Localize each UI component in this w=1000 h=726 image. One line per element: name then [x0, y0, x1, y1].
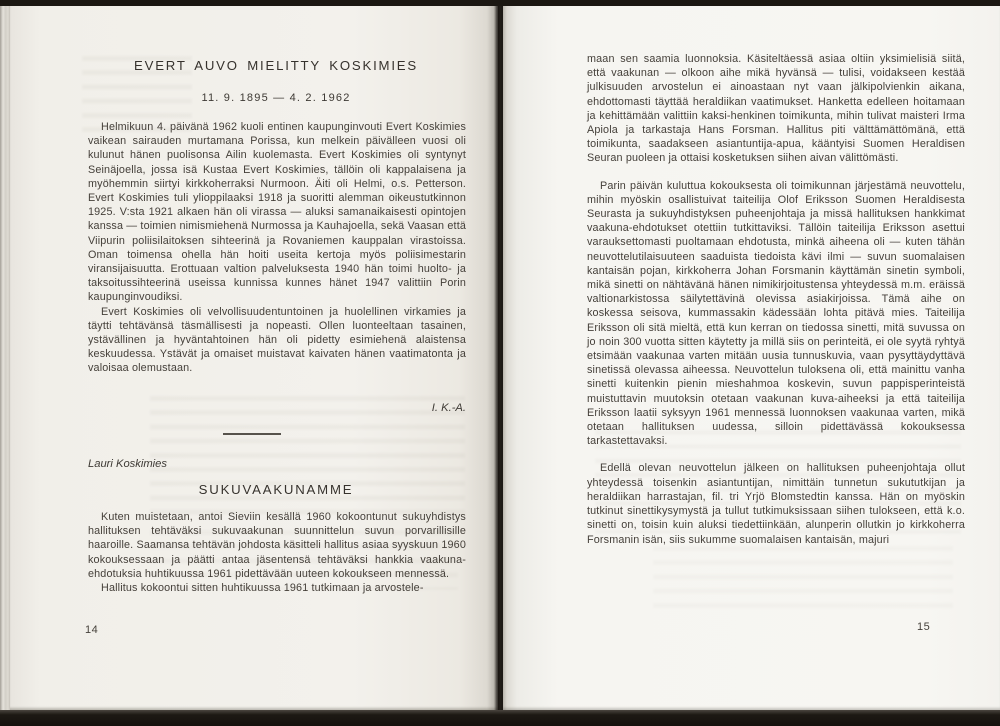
- continued-paragraph: maan sen saamia luonnoksia. Käsiteltäessä asiaa oltiin yksimielisiä siitä, että vaakunan — olkoon aihe mikä hyvänsä — tulisi, voidakseen kestää julkisuuden arvostelun ei ainoastaan nyt vaan jälkipolvienkin aikana, ehdottomasti täyttää heraldiikan vaatimukset. Hanketta edelleen hoitamaan ja kehittämään valittiin kaksi-henkinen toimikunta, mihin tulivat maisteri Irma Apiola ja tarkastaja Hans Forsman. Hallitus piti välttämättömänä, että toimikunta, saadakseen asiantuntija-apua, kääntyisi Suomen Heraldisen Seuran puoleen ja ottaisi kosketuksen siihen aivan välittömästi.: [587, 53, 965, 165]
- page-number-left: 14: [85, 624, 99, 636]
- memorial-dates: 11. 9. 1895 — 4. 2. 1962: [201, 92, 351, 104]
- right-page-body: [587, 52, 965, 547]
- page-edge-stack: [0, 6, 10, 710]
- memorial-paragraph: Helmikuun 4. päivänä 1962 kuoli entinen kaupunginvouti Evert Koskimies vaikean sairauden murtamana Porissa, kun melkein päivälleen vuosi oli kulunut hänen puolisonsa Ailin kuolemasta. Evert Koskimies oli syntynyt Seinäjoella, jossa isä Kustaa Evert Koskimies, tällöin oli kappalaisena ja myöhemmin siirtyi kirkkoherraksi Nurmoon. Äiti oli Helmi, o.s. Petterson. Evert Koskimies tuli ylioppilaaksi 1918 ja suoritti alemman oikeustutkinnon 1925. V:sta 1921 alkaen hän oli virassa — aluksi samanaikaisesti opintojen kanssa — toimien nimismiehenä Nurmossa ja Kauhajoella, sekä Vaasan että Viipurin poliisilaitoksen sihteerinä ja Rovaniemen kauppalan virastoissa. Oman toimensa ohella hän hoiti useita kertoja myös poliisimestarin viransijaisuutta. Erottuaan valtion palveluksesta 1940 hän toimi huolto- ja taksoitussihteerinä useissa kunnissa kunnes hänet 1947 valittiin Porin kaupunginvoudiksi.: [88, 121, 466, 304]
- page-number-right: 15: [917, 621, 931, 633]
- gutter-shadow: [487, 6, 507, 710]
- memorial-paragraph: Evert Koskimies oli velvollisuudentuntoinen ja huolellinen virkamies ja täytti tehtävänsä täsmällisesti ja nopeasti. Ollen luonteeltaan tasainen, ystävällinen ja hyväntahtoinen hän oli pidetty esimiehenä alaistensa keskuudessa. Ystävät ja omaiset muistavat kaivaten hänen vaatimatonta ja valoisaa olemustaan.: [88, 305, 466, 375]
- right-page: [503, 6, 1000, 710]
- ink-bleedthrough: [653, 546, 953, 614]
- article-heading: SUKUVAAKUNAMME: [198, 482, 354, 497]
- article-paragraph: Kuten muistetaan, antoi Sieviin kesällä 1960 kokoontunut sukuyhdistys hallituksen tehtäväksi sukuvaakunan suunnittelun suvun porvarillisille haaroille. Saamansa tehtävän johdosta käsitteli hallitus asiaa syyskuun 1960 kokouksessaan ja päätti antaa jäsentensä tehtäväksi hankkia vaakuna-ehdotuksia huhtikuussa 1961 pidettävään uuteen kokoukseen mennessä.: [88, 511, 466, 580]
- article-author: Lauri Koskimies: [88, 458, 167, 470]
- article-paragraph: Hallitus kokoontui sitten huhtikuussa 1961 tutkimaan ja arvostele-: [101, 582, 424, 595]
- memorial-signature: I. K.-A.: [431, 402, 466, 414]
- body-paragraph: Edellä olevan neuvottelun jälkeen on hallituksen puheenjohtaja ollut yhteydessä toisenkin asiantuntijan, nimittäin tunnetun sukututkijan ja heraldiikan harrastajan, fil. tri Yrjö Blomstedtin kanssa. Hän on myöskin tutkinut sinettikysymystä ja tullut tutkimuksissaan siihen tulokseen, että k.o. sinetti on, toisin kuin aluksi tiedettiinkään, alunperin ollutkin jo kirkkoherra Forsmanin isän, siis sukumme suomalaisen kantaisän, majuri: [587, 462, 965, 546]
- left-page: [10, 6, 498, 710]
- body-paragraph: Parin päivän kuluttua kokouksesta oli toimikunnan järjestämä neuvottelu, mihin myöskin osallistuivat taiteilija Olof Eriksson Suomen Heraldisesta Seurasta ja sukuyhdistyksen puheenjohtaja ja missä hallituksen hankkimat vaakuna-ehdotukset otettiin tutkittaviksi. Tällöin taiteilija Eriksson asettui varauksettomasti puoltamaan ehdotusta, minkä aiheena oli — kuten tähän neuvottelutilaisuuteen saaduista tiedoista kävi ilmi — suvun suomalaisen kantaisän pojan, kirkkoherra Johan Forsmanin käyttämän sinetin symboli, mikä sinetti on nähtävänä hänen nimikirjoitustensa yhteydessä m.m. eräissä valtionarkistossa säilytettävinä olevissa asiakirjoissa. Tämä aihe on koskessa seisova, kummassakin kädessään lohta pitävä mies. Taiteilija Eriksson oli sitä mieltä, että kun kerran on tiedossa sinetti, mitä suvussa on jo noin 300 vuotta sitten käytetty ja millä siis on perinteitä, ei ole syytä ryhtyä etsimään vaakunaa varten mitään uusia tunnuskuvia, vaan pysyttäydyttävä sinetissä olevassa aiheessa. Neuvottelun tuloksena oli, että mainittu vanha sinetti kuitenkin pienin mieshahmoa koskevin, suvun pappisperinteistä muistuttavin muutoksin otetaan vaakunan kuva-aiheeksi ja että taiteilija Eriksson laatii syksyyn 1961 mennessä luonnoksen vaakunaa varten, mikä otetaan hallituksen uudessa, silloin pidettävässä kokouksessa tarkastettavaksi.: [587, 179, 965, 448]
- article-body: [88, 510, 466, 595]
- divider-rule: [223, 433, 281, 435]
- memorial-body: [88, 120, 466, 376]
- memorial-title: EVERT AUVO MIELITTY KOSKIMIES: [134, 58, 418, 73]
- scan-backdrop-bottom: [0, 710, 1000, 726]
